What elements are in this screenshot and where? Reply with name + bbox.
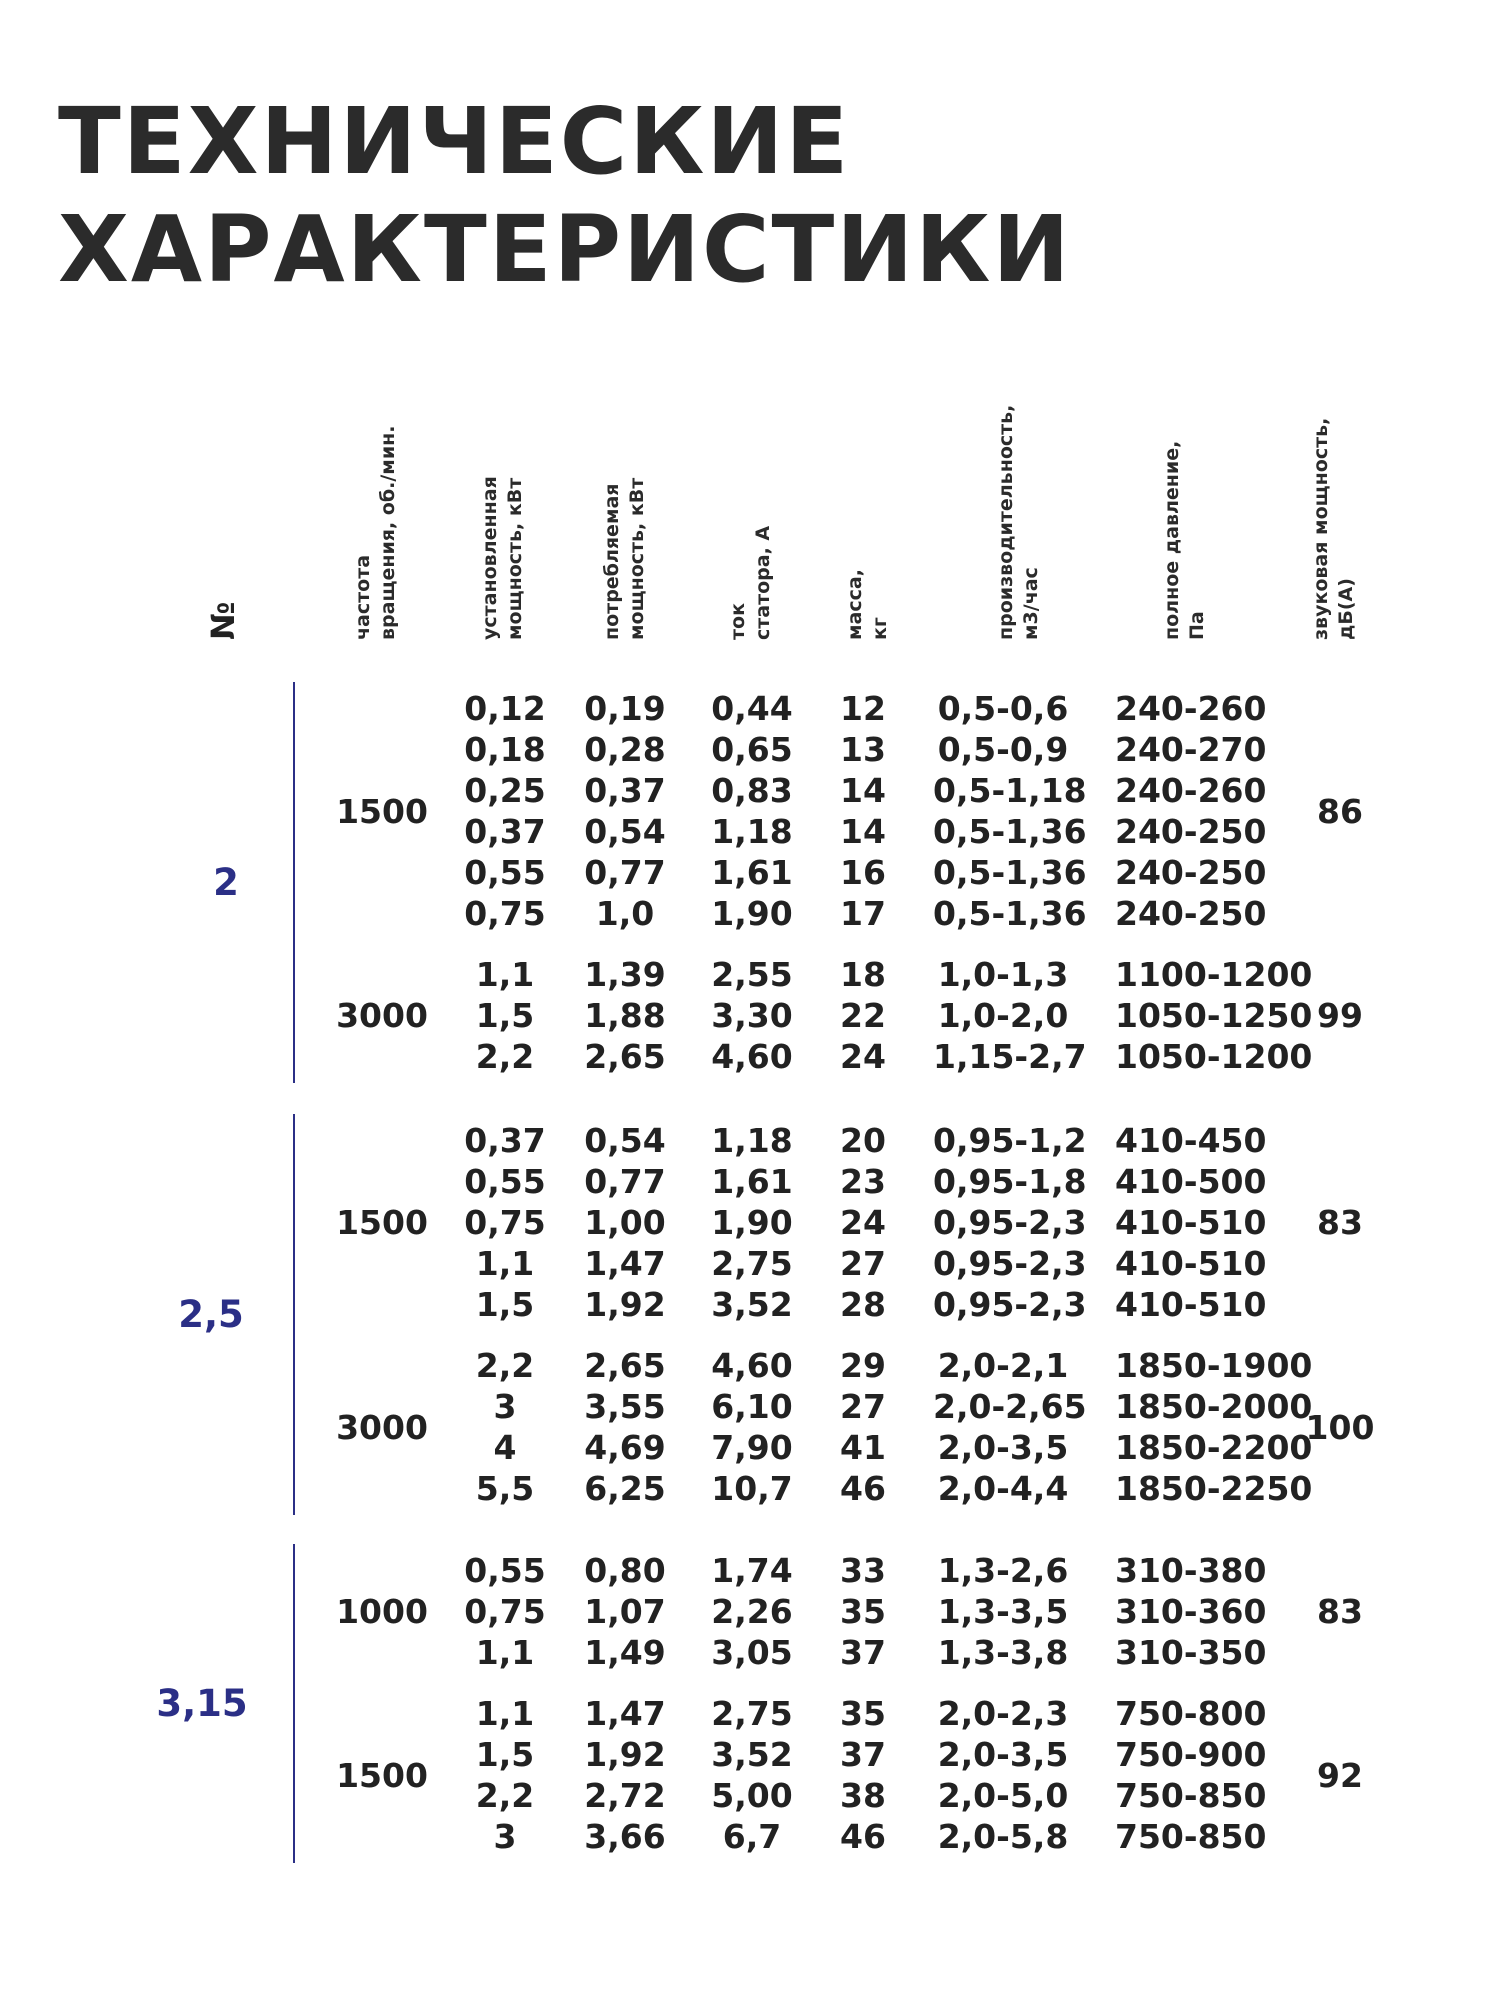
cell-mass: 46 [840,1469,886,1508]
group-number: 3,15 [156,1682,248,1725]
cell-consumed-power: 2,65 [584,1346,666,1385]
cell-consumed-power: 0,54 [584,812,666,851]
cell-mass: 38 [840,1776,886,1815]
cell-consumed-power: 0,77 [584,853,666,892]
cell-pressure: 310-350 [1115,1633,1267,1672]
cell-consumed-power: 1,49 [584,1633,666,1672]
cell-stator-current: 2,75 [711,1694,793,1733]
cell-mass: 18 [840,955,886,994]
cell-installed-power: 3 [493,1387,517,1426]
cell-capacity: 2,0-2,65 [933,1387,1087,1426]
cell-stator-current: 6,10 [711,1387,793,1426]
cell-consumed-power: 1,00 [584,1203,666,1242]
cell-capacity: 2,0-5,8 [937,1817,1069,1856]
cell-installed-power: 1,1 [475,1633,535,1672]
cell-installed-power: 0,75 [464,1592,546,1631]
header-installed-power: установленная мощность, кВт [479,476,526,640]
cell-capacity: 1,3-2,6 [937,1551,1069,1590]
cell-consumed-power: 1,92 [584,1285,666,1324]
cell-installed-power: 0,55 [464,853,546,892]
sound-power-value: 92 [1317,1755,1363,1795]
rpm-value: 3000 [336,996,428,1035]
cell-installed-power: 1,1 [475,955,535,994]
cell-stator-current: 0,44 [711,689,793,728]
cell-stator-current: 0,65 [711,730,793,769]
cell-consumed-power: 2,65 [584,1037,666,1076]
header-stator-current: ток статора, А [727,525,774,640]
cell-capacity: 1,3-3,8 [937,1633,1069,1672]
cell-capacity: 2,0-3,5 [937,1428,1069,1467]
cell-pressure: 750-850 [1115,1776,1267,1815]
title-line-1: ТЕХНИЧЕСКИЕ [58,88,851,195]
header-capacity: производительность, м3/час [995,404,1042,640]
cell-installed-power: 0,55 [464,1162,546,1201]
cell-stator-current: 4,60 [711,1346,793,1385]
cell-mass: 41 [840,1428,886,1467]
cell-capacity: 2,0-2,3 [937,1694,1069,1733]
cell-pressure: 410-500 [1115,1162,1267,1201]
cell-capacity: 2,0-3,5 [937,1735,1069,1774]
cell-mass: 33 [840,1551,886,1590]
header-number: № [204,601,242,640]
cell-pressure: 750-800 [1115,1694,1267,1733]
cell-pressure: 410-510 [1115,1203,1267,1242]
cell-mass: 16 [840,853,886,892]
cell-installed-power: 2,2 [475,1037,535,1076]
cell-consumed-power: 1,47 [584,1244,666,1283]
cell-capacity: 0,95-2,3 [933,1285,1087,1324]
cell-consumed-power: 1,39 [584,955,666,994]
cell-pressure: 1850-2200 [1115,1428,1313,1467]
cell-pressure: 240-250 [1115,853,1267,892]
cell-stator-current: 4,60 [711,1037,793,1076]
cell-installed-power: 4 [493,1428,517,1467]
cell-consumed-power: 0,77 [584,1162,666,1201]
title-line-2: ХАРАКТЕРИСТИКИ [58,196,1072,303]
group-number: 2 [213,861,239,904]
cell-pressure: 410-450 [1115,1121,1267,1160]
cell-capacity: 2,0-2,1 [937,1346,1069,1385]
cell-consumed-power: 1,47 [584,1694,666,1733]
cell-stator-current: 3,30 [711,996,793,1035]
cell-mass: 27 [840,1387,886,1426]
sound-power-value: 83 [1317,1592,1363,1631]
cell-consumed-power: 0,28 [584,730,666,769]
cell-pressure: 240-250 [1115,812,1267,851]
cell-pressure: 310-380 [1115,1551,1267,1590]
cell-stator-current: 2,26 [711,1592,793,1631]
cell-installed-power: 1,1 [475,1244,535,1283]
cell-consumed-power: 1,92 [584,1735,666,1774]
group-number: 2,5 [178,1293,244,1336]
cell-stator-current: 2,55 [711,955,793,994]
cell-stator-current: 10,7 [711,1469,793,1508]
cell-consumed-power: 1,07 [584,1592,666,1631]
cell-installed-power: 3 [493,1817,517,1856]
cell-capacity: 1,3-3,5 [937,1592,1069,1631]
cell-consumed-power: 1,88 [584,996,666,1035]
rpm-value: 1500 [336,1755,428,1795]
cell-mass: 28 [840,1285,886,1324]
cell-stator-current: 7,90 [711,1428,793,1467]
cell-installed-power: 5,5 [475,1469,535,1508]
cell-mass: 24 [840,1037,886,1076]
cell-stator-current: 1,61 [711,853,793,892]
cell-mass: 37 [840,1735,886,1774]
cell-pressure: 1850-1900 [1115,1346,1313,1385]
cell-consumed-power: 0,54 [584,1121,666,1160]
cell-mass: 37 [840,1633,886,1672]
cell-mass: 35 [840,1592,886,1631]
cell-installed-power: 0,75 [464,1203,546,1242]
cell-mass: 22 [840,996,886,1035]
sound-power-value: 86 [1317,791,1363,831]
cell-capacity: 0,5-0,6 [937,689,1069,728]
cell-capacity: 0,95-1,2 [933,1121,1087,1160]
cell-capacity: 0,5-1,36 [933,812,1087,851]
page-title [58,88,1071,304]
cell-installed-power: 0,55 [464,1551,546,1590]
header-mass: масса, кг [844,569,891,640]
cell-consumed-power: 6,25 [584,1469,666,1508]
cell-mass: 27 [840,1244,886,1283]
cell-stator-current: 3,52 [711,1285,793,1324]
sound-power-value: 83 [1317,1203,1363,1242]
cell-mass: 23 [840,1162,886,1201]
cell-pressure: 240-250 [1115,894,1267,933]
cell-pressure: 1050-1200 [1115,1037,1313,1076]
group-divider-line [293,1544,295,1863]
rpm-value: 3000 [336,1407,428,1447]
cell-pressure: 1050-1250 [1115,996,1313,1035]
cell-capacity: 0,95-2,3 [933,1244,1087,1283]
cell-installed-power: 0,75 [464,894,546,933]
cell-mass: 14 [840,812,886,851]
sound-power-value: 100 [1305,1407,1375,1447]
cell-installed-power: 1,5 [475,996,535,1035]
cell-stator-current: 1,90 [711,1203,793,1242]
cell-consumed-power: 3,55 [584,1387,666,1426]
rpm-value: 1500 [336,791,428,831]
cell-installed-power: 0,12 [464,689,546,728]
group-divider-line [293,1114,295,1515]
cell-pressure: 240-260 [1115,689,1267,728]
cell-consumed-power: 2,72 [584,1776,666,1815]
cell-mass: 35 [840,1694,886,1733]
cell-capacity: 2,0-5,0 [937,1776,1069,1815]
cell-installed-power: 2,2 [475,1776,535,1815]
cell-stator-current: 1,18 [711,812,793,851]
cell-capacity: 0,5-1,36 [933,894,1087,933]
cell-pressure: 750-850 [1115,1817,1267,1856]
cell-installed-power: 0,37 [464,812,546,851]
header-pressure: полное давление, Па [1161,440,1208,640]
cell-consumed-power: 4,69 [584,1428,666,1467]
cell-mass: 17 [840,894,886,933]
cell-installed-power: 2,2 [475,1346,535,1385]
cell-capacity: 1,0-1,3 [937,955,1069,994]
cell-capacity: 1,15-2,7 [933,1037,1087,1076]
header-consumed-power: потребляемая мощность, кВт [601,477,648,640]
cell-pressure: 1850-2250 [1115,1469,1313,1508]
cell-stator-current: 2,75 [711,1244,793,1283]
cell-capacity: 1,0-2,0 [937,996,1069,1035]
cell-consumed-power: 1,0 [595,894,655,933]
cell-pressure: 240-270 [1115,730,1267,769]
cell-capacity: 0,5-1,36 [933,853,1087,892]
cell-stator-current: 3,52 [711,1735,793,1774]
cell-mass: 20 [840,1121,886,1160]
rpm-value: 1500 [336,1203,428,1242]
cell-installed-power: 1,1 [475,1694,535,1733]
cell-stator-current: 0,83 [711,771,793,810]
cell-capacity: 0,5-1,18 [933,771,1087,810]
cell-pressure: 1850-2000 [1115,1387,1313,1426]
cell-pressure: 410-510 [1115,1285,1267,1324]
cell-pressure: 750-900 [1115,1735,1267,1774]
cell-stator-current: 1,74 [711,1551,793,1590]
cell-pressure: 310-360 [1115,1592,1267,1631]
cell-mass: 13 [840,730,886,769]
sound-power-value: 99 [1317,996,1363,1035]
cell-installed-power: 1,5 [475,1735,535,1774]
cell-pressure: 410-510 [1115,1244,1267,1283]
cell-pressure: 1100-1200 [1115,955,1313,994]
cell-capacity: 0,95-1,8 [933,1162,1087,1201]
cell-installed-power: 0,18 [464,730,546,769]
cell-stator-current: 1,61 [711,1162,793,1201]
cell-capacity: 0,5-0,9 [937,730,1069,769]
cell-consumed-power: 0,37 [584,771,666,810]
cell-stator-current: 1,18 [711,1121,793,1160]
header-rpm: частота вращения, об./мин. [352,425,399,640]
cell-stator-current: 3,05 [711,1633,793,1672]
cell-capacity: 2,0-4,4 [937,1469,1069,1508]
header-sound-power: звуковая мощность, дБ(А) [1310,417,1357,640]
cell-stator-current: 5,00 [711,1776,793,1815]
cell-pressure: 240-260 [1115,771,1267,810]
cell-mass: 14 [840,771,886,810]
rpm-value: 1000 [336,1592,428,1631]
cell-mass: 24 [840,1203,886,1242]
cell-installed-power: 0,25 [464,771,546,810]
cell-stator-current: 1,90 [711,894,793,933]
cell-mass: 46 [840,1817,886,1856]
cell-consumed-power: 0,80 [584,1551,666,1590]
cell-mass: 29 [840,1346,886,1385]
cell-consumed-power: 0,19 [584,689,666,728]
cell-consumed-power: 3,66 [584,1817,666,1856]
cell-installed-power: 1,5 [475,1285,535,1324]
cell-installed-power: 0,37 [464,1121,546,1160]
cell-mass: 12 [840,689,886,728]
cell-stator-current: 6,7 [722,1817,782,1856]
cell-capacity: 0,95-2,3 [933,1203,1087,1242]
